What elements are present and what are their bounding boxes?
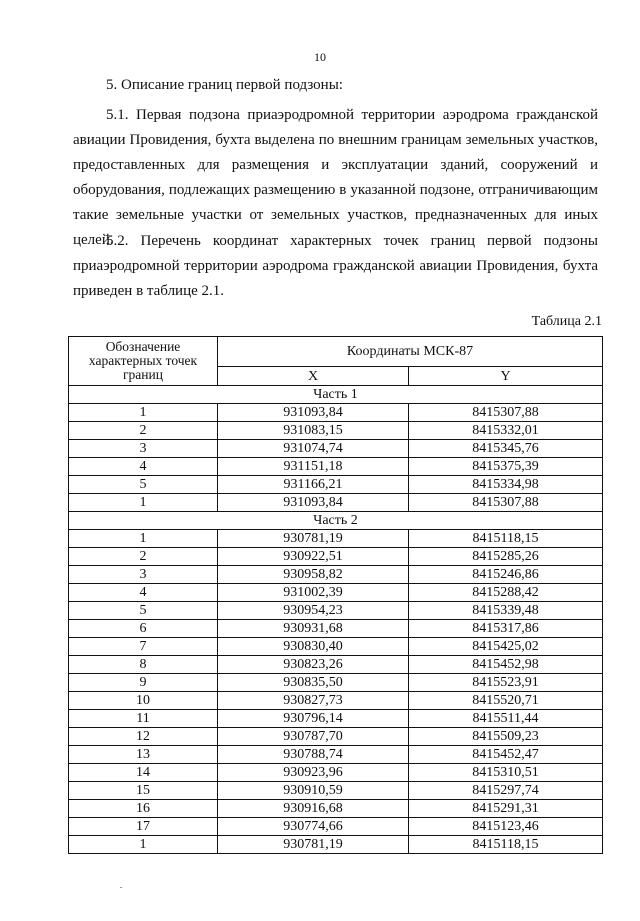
x-coordinate-cell: 930823,26	[218, 656, 409, 674]
x-coordinate-cell: 931093,84	[218, 404, 409, 422]
y-coordinate-cell: 8415118,15	[409, 530, 603, 548]
scan-speck	[120, 887, 122, 888]
x-coordinate-cell: 930958,82	[218, 566, 409, 584]
x-coordinate-cell: 930787,70	[218, 728, 409, 746]
y-coordinate-cell: 8415339,48	[409, 602, 603, 620]
y-coordinate-cell: 8415452,98	[409, 656, 603, 674]
table-row	[69, 728, 603, 746]
point-number-cell: 1	[69, 530, 218, 548]
point-number-cell: 1	[69, 404, 218, 422]
point-number-cell: 15	[69, 782, 218, 800]
point-number-cell: 6	[69, 620, 218, 638]
point-number-cell: 2	[69, 422, 218, 440]
header-y: Y	[409, 367, 603, 386]
table-row	[69, 440, 603, 458]
y-coordinate-cell: 8415375,39	[409, 458, 603, 476]
point-number-cell: 5	[69, 602, 218, 620]
point-number-cell: 1	[69, 836, 218, 854]
table-row	[69, 530, 603, 548]
paragraph-5-2: 5.2. Перечень координат характерных точек границ первой подзоны приаэродромной территории аэродрома гражданской авиации Провидения, бухта приведен в таблице 2.1.	[73, 233, 598, 299]
page-number: 10	[314, 50, 326, 64]
table-row	[69, 638, 603, 656]
table-body	[69, 386, 603, 854]
coordinates-table	[68, 336, 603, 854]
paragraph-5-1: 5.1. Первая подзона приаэродромной территории аэродрома гражданской авиации Провидения, бухта выделена по внешним границам земельных участков, предоставленных для размещения и эксплуатации зданий, сооружений и оборудования, подлежащих размещению в указанной подзоне, отграничивающим такие земельные участки от земельных участков, предназначенных для иных целей.	[73, 107, 598, 248]
point-number-cell: 4	[69, 584, 218, 602]
part-title-row	[69, 512, 603, 530]
y-coordinate-cell: 8415523,91	[409, 674, 603, 692]
x-coordinate-cell: 930796,14	[218, 710, 409, 728]
point-number-cell: 1	[69, 494, 218, 512]
point-number-cell: 13	[69, 746, 218, 764]
point-number-cell: 5	[69, 476, 218, 494]
y-coordinate-cell: 8415307,88	[409, 494, 603, 512]
y-coordinate-cell: 8415118,15	[409, 836, 603, 854]
table-row	[69, 494, 603, 512]
point-number-cell: 16	[69, 800, 218, 818]
point-number-cell: 7	[69, 638, 218, 656]
y-coordinate-cell: 8415345,76	[409, 440, 603, 458]
point-number-cell: 2	[69, 548, 218, 566]
y-coordinate-cell: 8415123,46	[409, 818, 603, 836]
point-number-cell: 17	[69, 818, 218, 836]
table-row	[69, 620, 603, 638]
y-coordinate-cell: 8415452,47	[409, 746, 603, 764]
point-number-cell: 11	[69, 710, 218, 728]
x-coordinate-cell: 930774,66	[218, 818, 409, 836]
point-number-cell: 9	[69, 674, 218, 692]
y-coordinate-cell: 8415520,71	[409, 692, 603, 710]
table-row	[69, 602, 603, 620]
table-row	[69, 782, 603, 800]
y-coordinate-cell: 8415288,42	[409, 584, 603, 602]
part-title: Часть 2	[69, 512, 603, 530]
point-number-cell: 8	[69, 656, 218, 674]
table-row	[69, 746, 603, 764]
y-coordinate-cell: 8415317,86	[409, 620, 603, 638]
table-row	[69, 764, 603, 782]
x-coordinate-cell: 930781,19	[218, 836, 409, 854]
x-coordinate-cell: 930830,40	[218, 638, 409, 656]
y-coordinate-cell: 8415425,02	[409, 638, 603, 656]
table-row	[69, 422, 603, 440]
table-row	[69, 656, 603, 674]
point-number-cell: 3	[69, 440, 218, 458]
y-coordinate-cell: 8415334,98	[409, 476, 603, 494]
table-row	[69, 548, 603, 566]
y-coordinate-cell: 8415246,86	[409, 566, 603, 584]
x-coordinate-cell: 931074,74	[218, 440, 409, 458]
header-coordinates: Координаты МСК-87	[218, 337, 603, 367]
table-row	[69, 674, 603, 692]
table-row	[69, 800, 603, 818]
y-coordinate-cell: 8415297,74	[409, 782, 603, 800]
table-row	[69, 710, 603, 728]
header-point-designation: Обозначение характерных точек границ	[69, 337, 218, 386]
header-x: X	[218, 367, 409, 386]
x-coordinate-cell: 931151,18	[218, 458, 409, 476]
part-title-row	[69, 386, 603, 404]
table-row	[69, 476, 603, 494]
y-coordinate-cell: 8415509,23	[409, 728, 603, 746]
x-coordinate-cell: 930788,74	[218, 746, 409, 764]
x-coordinate-cell: 931002,39	[218, 584, 409, 602]
point-number-cell: 10	[69, 692, 218, 710]
y-coordinate-cell: 8415310,51	[409, 764, 603, 782]
x-coordinate-cell: 930922,51	[218, 548, 409, 566]
table-row	[69, 566, 603, 584]
x-coordinate-cell: 931166,21	[218, 476, 409, 494]
point-number-cell: 4	[69, 458, 218, 476]
table-row	[69, 458, 603, 476]
table-row	[69, 692, 603, 710]
x-coordinate-cell: 930781,19	[218, 530, 409, 548]
x-coordinate-cell: 930910,59	[218, 782, 409, 800]
x-coordinate-cell: 930954,23	[218, 602, 409, 620]
y-coordinate-cell: 8415511,44	[409, 710, 603, 728]
x-coordinate-cell: 930835,50	[218, 674, 409, 692]
table-row	[69, 584, 603, 602]
x-coordinate-cell: 930931,68	[218, 620, 409, 638]
y-coordinate-cell: 8415285,26	[409, 548, 603, 566]
table-caption: Таблица 2.1	[531, 314, 602, 329]
point-number-cell: 12	[69, 728, 218, 746]
y-coordinate-cell: 8415307,88	[409, 404, 603, 422]
x-coordinate-cell: 930827,73	[218, 692, 409, 710]
part-title: Часть 1	[69, 386, 603, 404]
x-coordinate-cell: 930916,68	[218, 800, 409, 818]
table-row	[69, 818, 603, 836]
y-coordinate-cell: 8415291,31	[409, 800, 603, 818]
table-row	[69, 404, 603, 422]
section-heading: 5. Описание границ первой подзоны:	[106, 77, 343, 93]
point-number-cell: 14	[69, 764, 218, 782]
x-coordinate-cell: 931093,84	[218, 494, 409, 512]
point-number-cell: 3	[69, 566, 218, 584]
table-row	[69, 836, 603, 854]
x-coordinate-cell: 931083,15	[218, 422, 409, 440]
y-coordinate-cell: 8415332,01	[409, 422, 603, 440]
x-coordinate-cell: 930923,96	[218, 764, 409, 782]
